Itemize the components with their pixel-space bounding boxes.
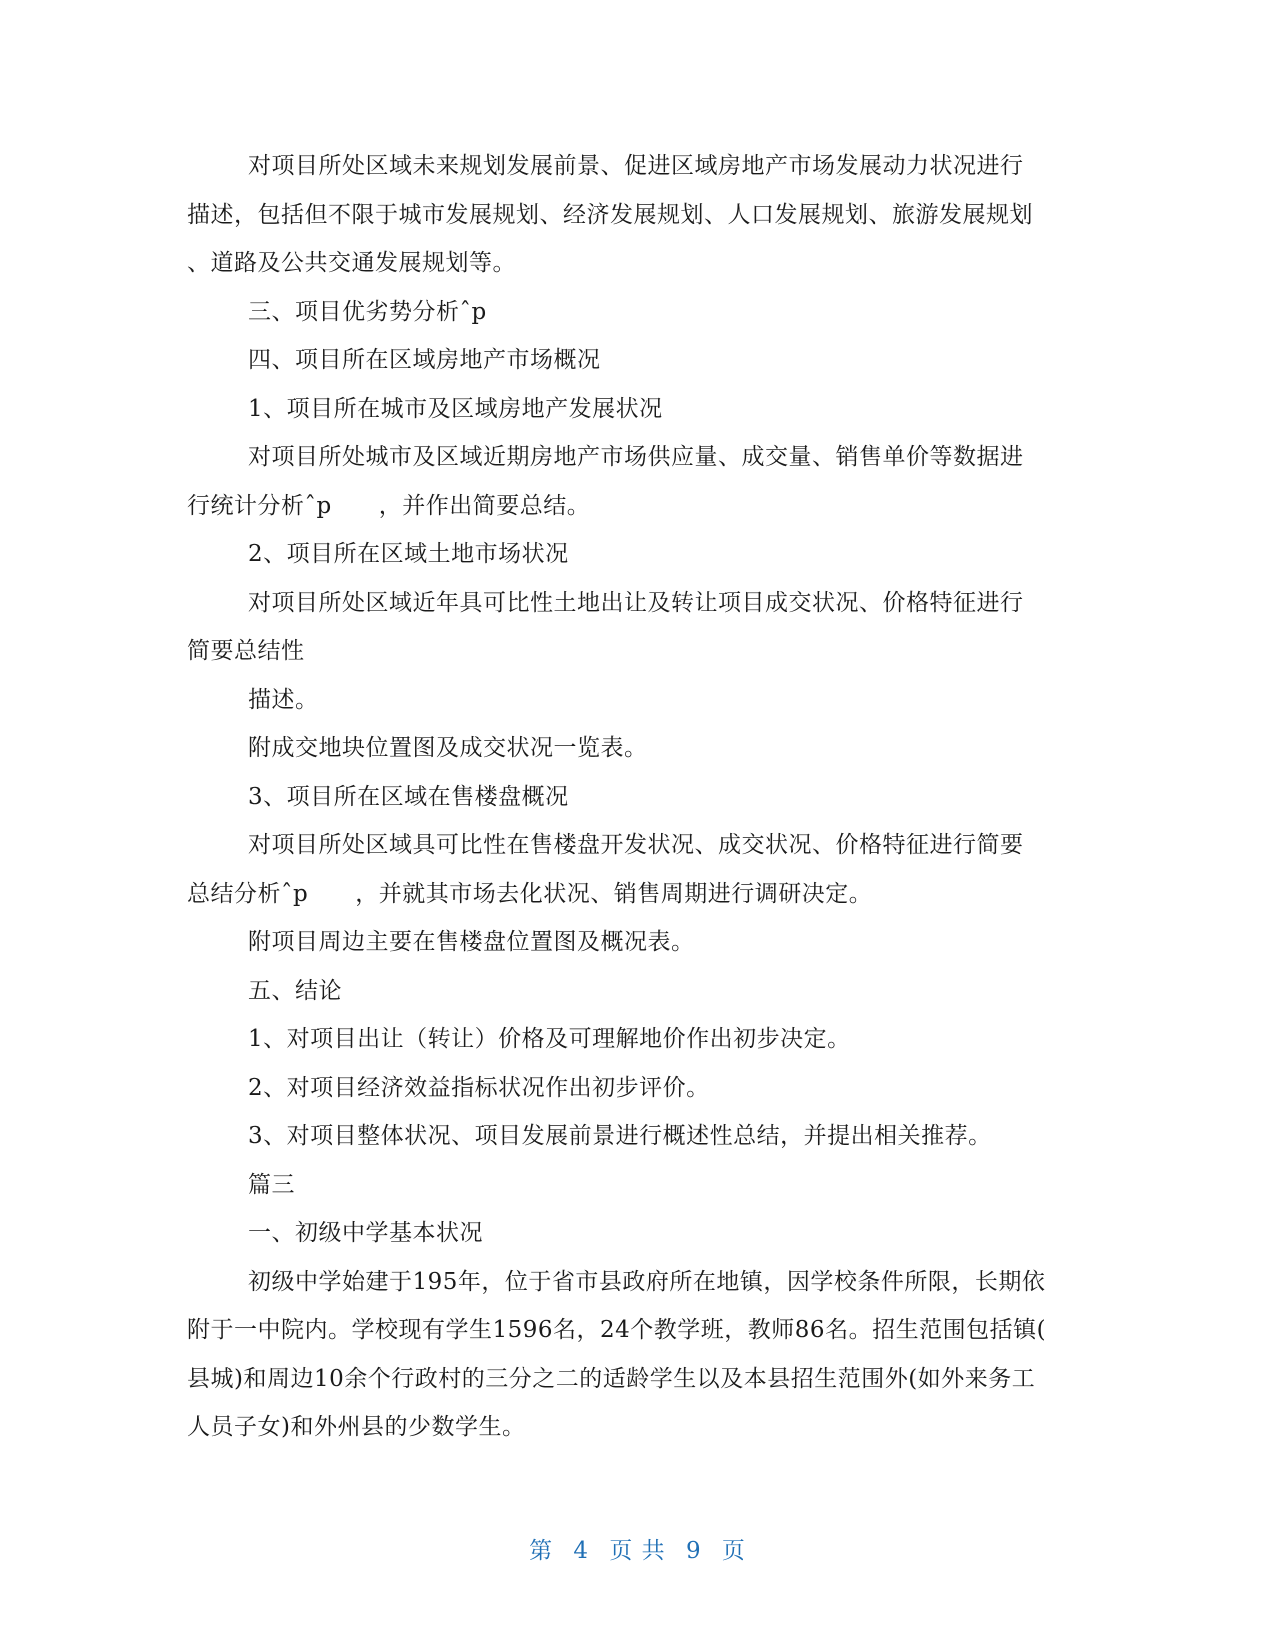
text-line: 县城)和周边10余个行政村的三分之二的适龄学生以及本县招生范围外(如外来务工 (187, 1365, 1036, 1392)
body-text (187, 142, 1087, 1452)
footer-page-number: 4 (573, 1538, 590, 1564)
text-line: 描述。 (248, 686, 319, 713)
text-line: 篇三 (248, 1171, 295, 1198)
text-line: 一、初级中学基本状况 (248, 1220, 483, 1246)
footer-total-pages: 9 (685, 1538, 702, 1564)
text-line: 3、项目所在区域在售楼盘概况 (248, 783, 569, 810)
text-line: 对项目所处城市及区域近期房地产市场供应量、成交量、销售单价等数据进 (248, 444, 1024, 470)
text-line: 1、项目所在城市及区域房地产发展状况 (248, 395, 663, 422)
text-line: 描述，包括但不限于城市发展规划、经济发展规划、人口发展规划、旅游发展规划 (187, 201, 1033, 228)
page-footer (0, 1532, 1275, 1565)
footer-prefix: 第 (529, 1538, 554, 1564)
text-line: 四、项目所在区域房地产市场概况 (248, 347, 601, 373)
text-line: 附于一中院内。学校现有学生1596名，24个教学班，教师86名。招生范围包括镇( (187, 1317, 1047, 1343)
text-line: 初级中学始建于195年，位于省市县政府所在地镇，因学校条件所限，长期依 (248, 1268, 1046, 1295)
text-line: 1、对项目出让（转让）价格及可理解地价作出初步决定。 (248, 1026, 851, 1052)
text-line: 行统计分析ˆp ，并作出简要总结。 (187, 492, 591, 519)
footer-middle: 页 共 (609, 1538, 666, 1564)
text-line: 简要总结性 (187, 638, 305, 664)
text-line: 3、对项目整体状况、项目发展前景进行概述性总结，并提出相关推荐。 (248, 1123, 992, 1149)
text-line: 对项目所处区域具可比性在售楼盘开发状况、成交状况、价格特征进行简要 (248, 832, 1024, 858)
text-line: 人员子女)和外州县的少数学生。 (187, 1414, 526, 1440)
text-line: 总结分析ˆp ，并就其市场去化状况、销售周期进行调研决定。 (187, 880, 873, 907)
text-line: 、道路及公共交通发展规划等。 (187, 250, 516, 276)
text-line: 五、结论 (248, 977, 342, 1004)
text-line: 附项目周边主要在售楼盘位置图及概况表。 (248, 929, 695, 955)
text-line: 对项目所处区域近年具可比性土地出让及转让项目成交状况、价格特征进行 (248, 589, 1024, 616)
footer-suffix: 页 (721, 1538, 746, 1564)
text-line: 2、对项目经济效益指标状况作出初步评价。 (248, 1074, 710, 1101)
text-line: 2、项目所在区域土地市场状况 (248, 541, 569, 567)
text-line: 附成交地块位置图及成交状况一览表。 (248, 735, 648, 761)
text-line: 三、项目优劣势分析ˆp (248, 298, 487, 325)
text-line: 对项目所处区域未来规划发展前景、促进区域房地产市场发展动力状况进行 (248, 153, 1024, 179)
